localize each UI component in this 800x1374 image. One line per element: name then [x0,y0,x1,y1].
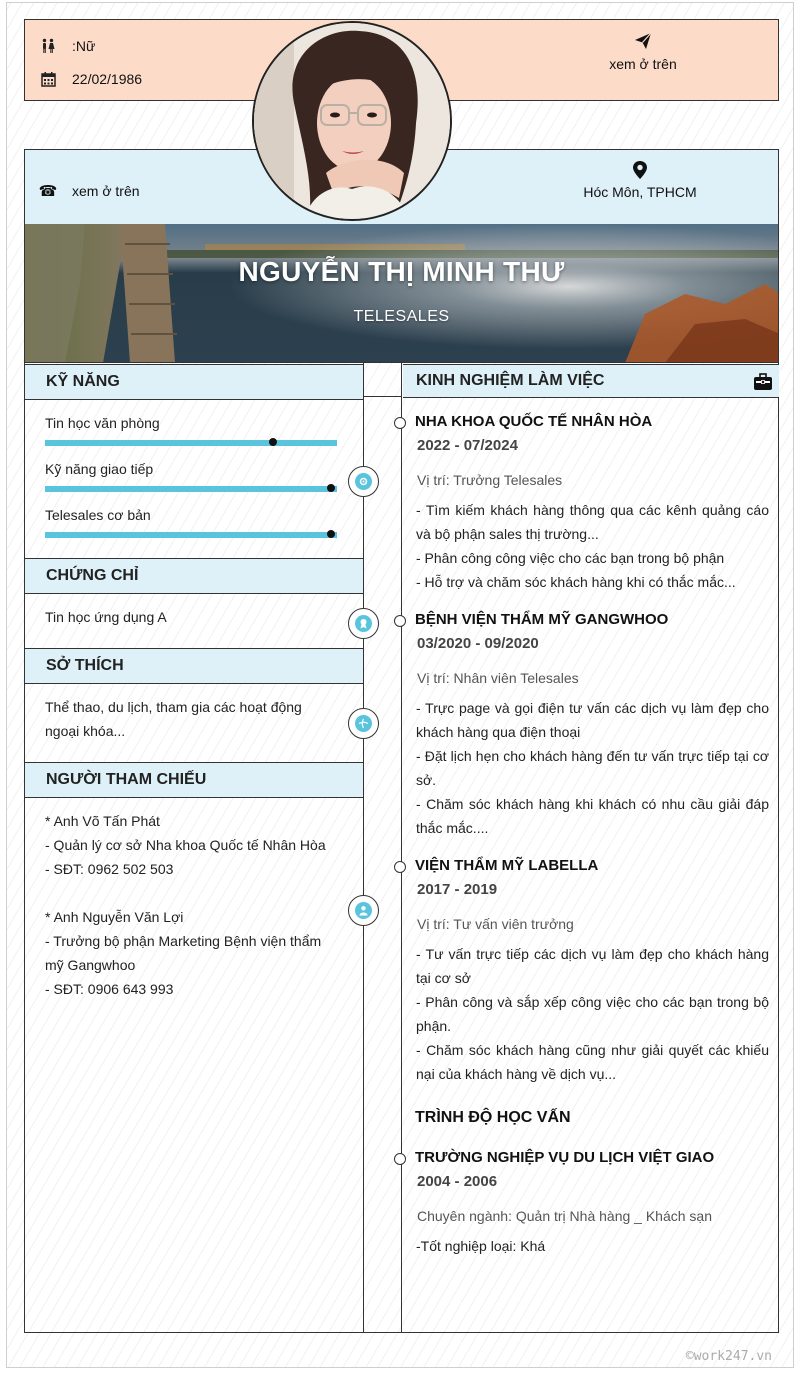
birthdate-row [38,71,142,87]
timeline-dot [394,1153,406,1165]
certificates-timeline-marker [348,608,379,639]
education-period: 2004 - 2006 [417,1173,498,1190]
candidate-title: TELESALES [353,308,450,325]
map-pin-icon [630,160,650,180]
certificate-item: Tin học ứng dụng A [45,609,167,625]
award-icon [355,615,372,632]
birthdate-value: 22/02/1986 [72,71,143,87]
phone-value: xem ở trên [72,183,140,199]
phone-icon: ☎ [38,183,58,200]
timeline-dot [394,417,406,429]
gear-icon [355,473,372,490]
reference-line: - Trưởng bộ phận Marketing Bệnh viện thẩm [45,933,322,949]
avatar [252,21,452,221]
address-item [570,160,710,200]
reference-line: * Anh Võ Tấn Phát [45,813,160,829]
timeline-divider [364,396,401,397]
job-period: 03/2020 - 09/2020 [417,635,539,652]
calendar-icon [38,72,58,87]
job-desc-line: - Hỗ trợ và chăm sóc khách hàng khi có thắc mắc... [416,574,736,590]
hobbies-text: Thể thao, du lịch, tham gia các hoạt động ngoại khóa... [45,699,302,739]
job-position: Vị trí: Nhân viên Telesales [417,670,579,686]
references-heading: NGƯỜI THAM CHIẾU [25,762,363,798]
skill-1-marker [269,438,277,446]
education-heading: TRÌNH ĐỘ HỌC VẤN [415,1109,571,1126]
education-major: Chuyên ngành: Quản trị Nhà hàng _ Khách sạn [417,1208,712,1224]
user-icon [355,902,372,919]
job-desc-line: - Chăm sóc khách hàng khi khách có nhu cầu giải đáp thắc mắc.... [416,796,769,836]
gender-icon [38,38,58,54]
job-desc-line: - Phân công công việc cho các bạn trong bộ phận [416,550,725,566]
timeline-dot [394,615,406,627]
job-position: Vị trí: Trưởng Telesales [417,472,563,488]
job-period: 2022 - 07/2024 [417,437,518,454]
avatar-portrait [254,23,450,219]
reference-line: mỹ Gangwhoo [45,957,136,973]
job-company: VIỆN THẨM MỸ LABELLA [415,857,599,874]
timeline-dot [394,861,406,873]
job-desc-line: - Đặt lịch hẹn cho khách hàng đến tư vấn trực tiếp tại cơ sở. [416,748,769,788]
briefcase-icon [753,373,773,396]
job-position: Vị trí: Tư vấn viên trưởng [417,916,574,932]
skill-2-label: Kỹ năng giao tiếp [45,461,154,477]
skill-1-bar [45,440,337,446]
ball-icon [355,715,372,732]
certificates-heading: CHỨNG CHỈ [25,558,363,594]
education-school: TRƯỜNG NGHIỆP VỤ DU LỊCH VIỆT GIAO [415,1149,715,1166]
watermark: ©work247.vn [685,1349,772,1364]
reference-line: * Anh Nguyễn Văn Lợi [45,909,184,925]
job-desc-line: - Chăm sóc khách hàng cũng như giải quyết các khiếu nại của khách hàng về dịch vụ... [416,1042,769,1082]
paper-plane-icon [633,32,653,52]
experience-heading [403,364,779,398]
job-desc-line: - Phân công và sắp xếp công việc cho các bạn trong bộ phận. [416,994,769,1034]
skill-1-label: Tin học văn phòng [45,415,160,431]
hobbies-heading: SỞ THÍCH [25,648,363,684]
skills-timeline-marker [348,466,379,497]
email-value: xem ở trên [609,56,677,72]
left-column [24,363,364,1333]
experience-heading-label: KINH NGHIỆM LÀM VIỆC [416,372,605,389]
job-company: BỆNH VIỆN THẨM MỸ GANGWHOO [415,611,669,628]
candidate-name: NGUYỄN THỊ MINH THƯ [238,256,565,287]
gender-value: :Nữ [72,38,96,54]
job-desc-line: - Tư vấn trực tiếp các dịch vụ làm đẹp cho khách hàng tại cơ sở [416,946,769,986]
banner-landscape-image [25,224,779,363]
header-banner [24,224,779,363]
hobbies-timeline-marker [348,708,379,739]
gender-row [38,38,95,54]
skill-3-label: Telesales cơ bản [45,507,151,523]
job-desc-line: - Tìm kiếm khách hàng thông qua các kênh quảng cáo và bộ phận sales thị trường... [416,502,769,542]
skill-2-marker [327,484,335,492]
job-period: 2017 - 2019 [417,881,498,898]
reference-line: - SĐT: 0962 502 503 [45,861,174,877]
skill-3-marker [327,530,335,538]
education-result: -Tốt nghiệp loại: Khá [416,1238,546,1254]
references-timeline-marker [348,895,379,926]
skill-2-bar [45,486,337,492]
timeline-spine [363,363,401,1333]
reference-line: - SĐT: 0906 643 993 [45,981,174,997]
job-company: NHA KHOA QUỐC TẾ NHÂN HÒA [415,413,653,430]
skill-3-bar [45,532,337,538]
job-desc-line: - Trực page và gọi điện tư vấn các dịch vụ làm đẹp cho khách hàng qua điện thoại [416,700,769,740]
address-value: Hóc Môn, TPHCM [583,184,697,200]
phone-row [38,182,140,200]
reference-line: - Quản lý cơ sở Nha khoa Quốc tế Nhân Hòa [45,837,326,853]
email-item [585,32,701,72]
skills-heading: KỸ NĂNG [25,364,363,400]
